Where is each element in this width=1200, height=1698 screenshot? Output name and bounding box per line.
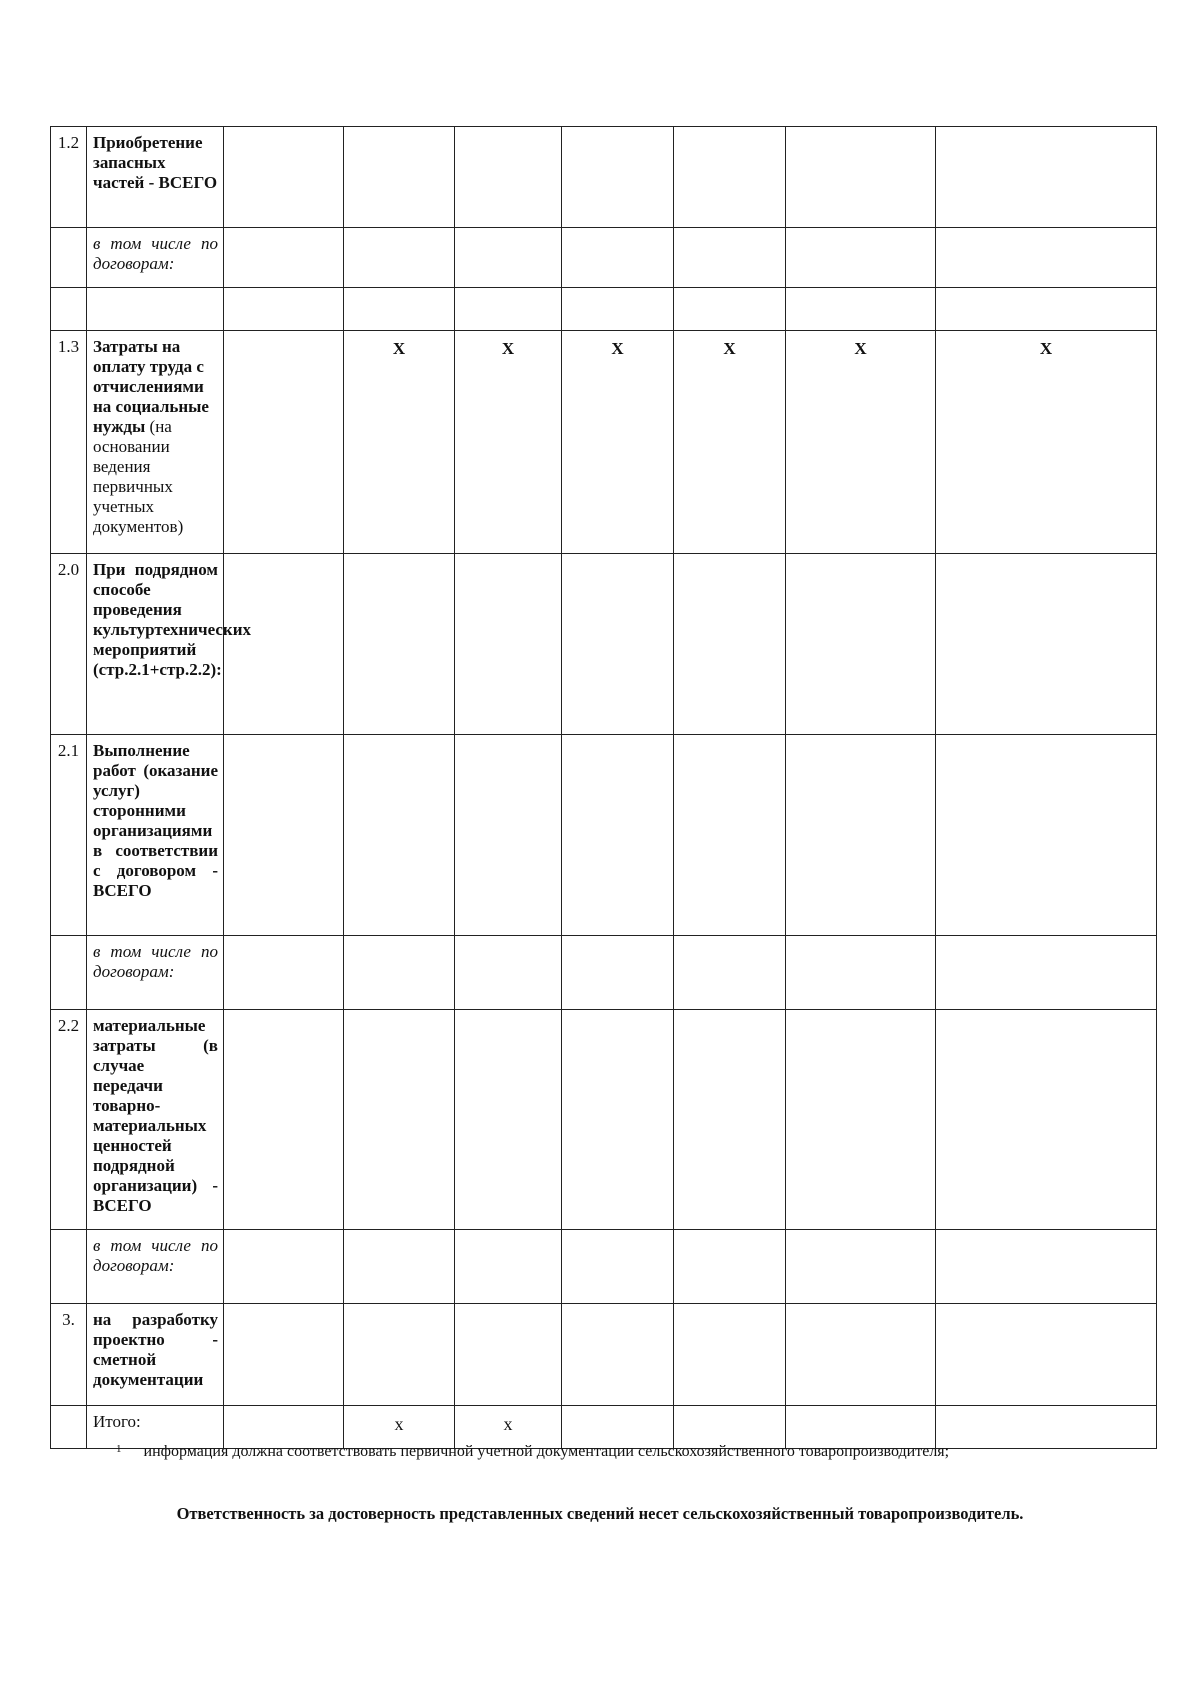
x-mark: X <box>562 331 674 554</box>
table-cell <box>455 288 562 331</box>
table-cell <box>224 127 344 228</box>
table-cell <box>455 1230 562 1304</box>
table-cell <box>224 288 344 331</box>
table-cell <box>936 554 1157 735</box>
table-cell <box>936 735 1157 936</box>
table-row-2-2-sub <box>51 1230 1157 1304</box>
table-cell <box>224 228 344 288</box>
table-cell <box>786 1230 936 1304</box>
table-cell <box>224 1230 344 1304</box>
responsibility-statement: Ответственность за достоверность представленных сведений несет сельскохозяйственный товаропроизводитель. <box>176 1504 1024 1523</box>
x-mark: X <box>936 331 1157 554</box>
table-cell <box>344 936 455 1010</box>
table-cell <box>562 288 674 331</box>
table-cell <box>786 936 936 1010</box>
cost-table <box>50 126 1157 1449</box>
table-cell <box>936 1230 1157 1304</box>
table-cell <box>455 554 562 735</box>
table-row-2-1 <box>51 735 1157 936</box>
table-row-empty <box>51 288 1157 331</box>
table-cell <box>674 1230 786 1304</box>
table-row-2-0 <box>51 554 1157 735</box>
row-number <box>51 1406 87 1449</box>
table-cell <box>936 228 1157 288</box>
table-cell <box>562 127 674 228</box>
x-mark: X <box>455 331 562 554</box>
table-row-1-2 <box>51 127 1157 228</box>
table-cell <box>455 1304 562 1406</box>
x-mark: x <box>344 1406 455 1449</box>
row-number <box>51 228 87 288</box>
row-number: 1.3 <box>51 331 87 554</box>
table-cell <box>455 1010 562 1230</box>
table-cell <box>455 228 562 288</box>
row-number: 3. <box>51 1304 87 1406</box>
table-cell <box>786 554 936 735</box>
table-cell <box>674 127 786 228</box>
table-row-1-3 <box>51 331 1157 554</box>
table-cell <box>344 1230 455 1304</box>
row-label: Приобретение запасных частей - ВСЕГО <box>87 127 224 228</box>
row-label: Выполнение работ (оказание услуг) сторонними организациями в соответствии с договором - ВСЕГО <box>87 735 224 936</box>
table-cell <box>224 1010 344 1230</box>
footnote-text: информация должна соответствовать первичной учетной документации сельскохозяйственного товаропроизводителя; <box>143 1443 950 1460</box>
table-cell <box>224 936 344 1010</box>
row-label: на разработку проектно - сметной документации <box>87 1304 224 1406</box>
table-cell <box>674 554 786 735</box>
table-cell <box>562 1230 674 1304</box>
table-cell <box>786 288 936 331</box>
row-number: 2.2 <box>51 1010 87 1230</box>
footnote-marker: 1 <box>116 1443 122 1455</box>
table-cell <box>344 554 455 735</box>
table-cell <box>455 127 562 228</box>
row-label: в том числе по договорам: <box>87 228 224 288</box>
row-number: 2.1 <box>51 735 87 936</box>
table-cell <box>51 288 87 331</box>
table-cell <box>562 936 674 1010</box>
table-row-1-2-sub <box>51 228 1157 288</box>
table-cell <box>674 288 786 331</box>
x-mark: x <box>455 1406 562 1449</box>
table-cell <box>786 1304 936 1406</box>
row-label: При подрядном способе проведения культуртехнических мероприятий (стр.2.1+стр.2.2): <box>87 554 224 735</box>
table-cell <box>87 288 224 331</box>
row-number: 1.2 <box>51 127 87 228</box>
table-row-2-1-sub <box>51 936 1157 1010</box>
table-cell <box>344 288 455 331</box>
table-row-2-2 <box>51 1010 1157 1230</box>
row-number <box>51 1230 87 1304</box>
table-cell <box>786 228 936 288</box>
table-cell <box>562 735 674 936</box>
table-cell <box>936 127 1157 228</box>
table-cell <box>562 1010 674 1230</box>
row-label <box>87 331 224 554</box>
footnote <box>116 1442 1046 1461</box>
table-cell <box>936 1010 1157 1230</box>
table-cell <box>674 936 786 1010</box>
table-cell <box>562 228 674 288</box>
row-label-bold: Затраты на оплату труда с отчислениями на социальные нужды <box>93 337 209 436</box>
table-cell <box>674 228 786 288</box>
table-cell <box>455 936 562 1010</box>
table-cell <box>455 735 562 936</box>
table-cell <box>344 735 455 936</box>
table-cell <box>224 331 344 554</box>
table-cell <box>344 127 455 228</box>
table-cell <box>562 554 674 735</box>
table-cell <box>674 1304 786 1406</box>
table-cell <box>786 735 936 936</box>
table-cell <box>936 288 1157 331</box>
table-cell <box>786 1010 936 1230</box>
row-label: в том числе по договорам: <box>87 936 224 1010</box>
table-cell <box>936 936 1157 1010</box>
table-cell <box>224 1304 344 1406</box>
total-label: Итого: <box>87 1406 224 1449</box>
table-cell <box>344 1010 455 1230</box>
x-mark: X <box>344 331 455 554</box>
table-cell <box>674 1010 786 1230</box>
table-cell <box>562 1304 674 1406</box>
table-cell <box>344 228 455 288</box>
table-cell <box>936 1304 1157 1406</box>
row-label-note: (на основании ведения первичных учетных документов) <box>93 417 184 536</box>
row-label: в том числе по договорам: <box>87 1230 224 1304</box>
row-label: материальные затраты (в случае передачи товарно-материальных ценностей подрядной организации) - ВСЕГО <box>87 1010 224 1230</box>
table-row-3 <box>51 1304 1157 1406</box>
table-cell <box>786 127 936 228</box>
row-number: 2.0 <box>51 554 87 735</box>
x-mark: X <box>786 331 936 554</box>
row-number <box>51 936 87 1010</box>
table-cell <box>224 735 344 936</box>
table-cell <box>344 1304 455 1406</box>
x-mark: X <box>674 331 786 554</box>
table-cell <box>674 735 786 936</box>
table-cell <box>224 554 344 735</box>
